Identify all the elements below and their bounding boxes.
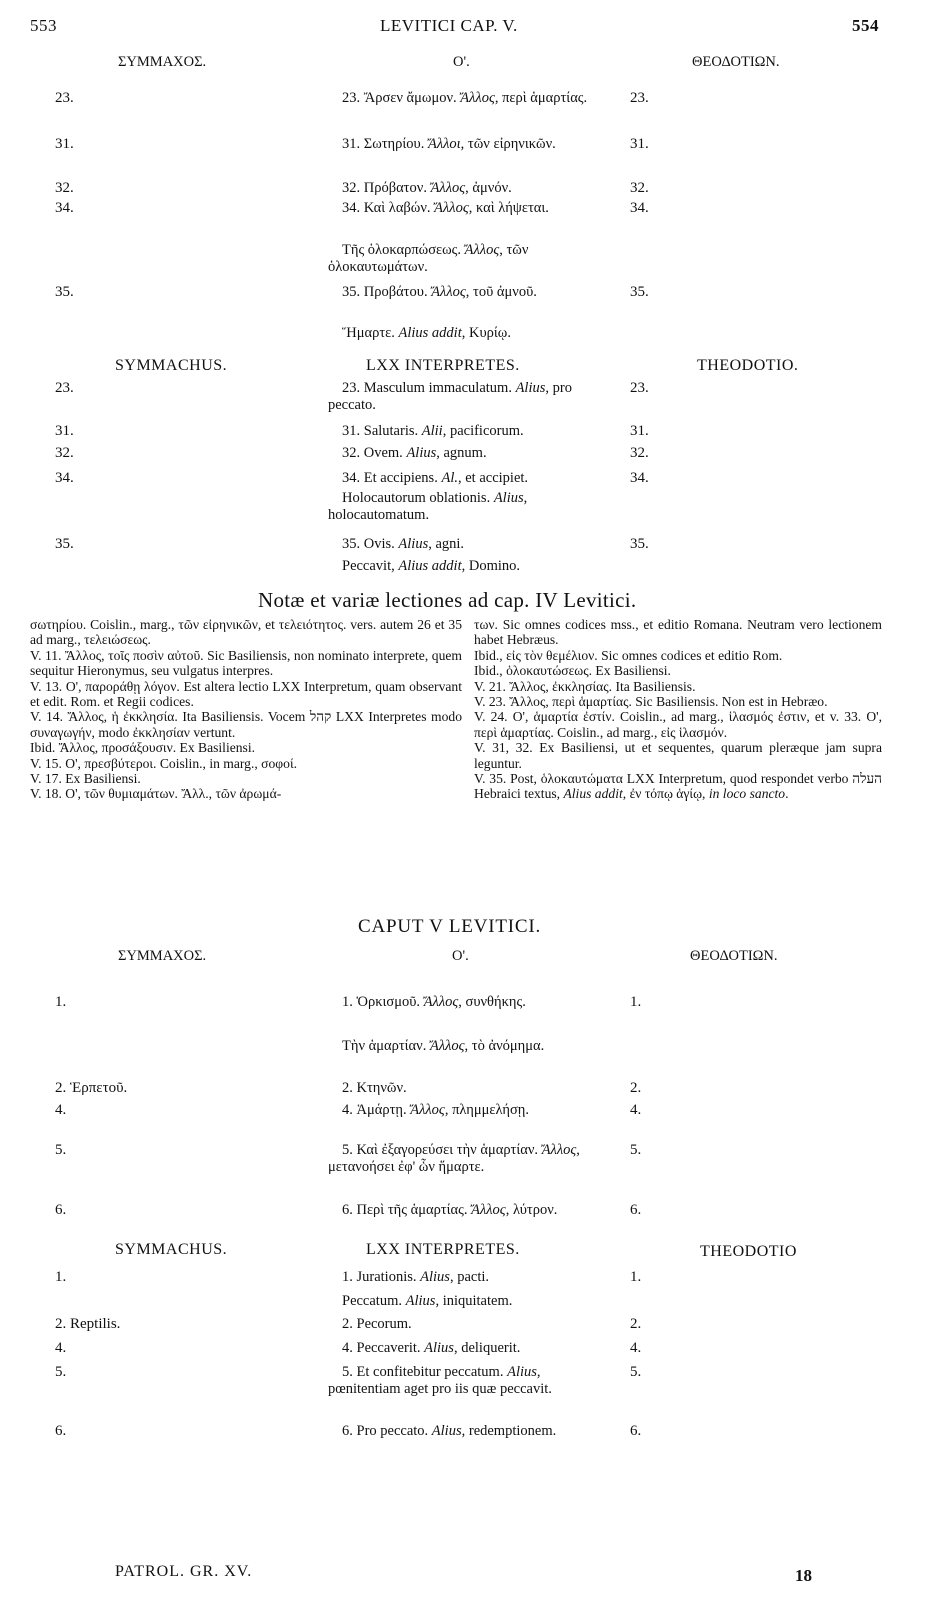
- theodotion-entry: 5.: [630, 1364, 642, 1380]
- symmachus-entry: 6.: [55, 1202, 67, 1218]
- col-head-lxx-latin-2: LXX INTERPRETES.: [366, 1241, 520, 1258]
- lxx-entry: Τὴν ἁμαρτίαν. Ἄλλος, τὸ ἀνόμημα.: [342, 1038, 545, 1054]
- lxx-entry: Peccatum. Alius, iniquitatem.: [342, 1293, 513, 1309]
- lxx-entry: 5. Καὶ ἐξαγορεύσει τὴν ἁμαρτίαν. Ἄλλος, μετανοήσει ἐφ' ὧν ἥμαρτε.: [328, 1142, 580, 1175]
- lxx-entry: 34. Et accipiens. Al., et accipiet.: [342, 470, 529, 486]
- lxx-entry: 32. Ovem. Alius, agnum.: [342, 445, 487, 461]
- lxx-entry: 1. Jurationis. Alius, pacti.: [342, 1269, 490, 1285]
- col-head-lxx-latin: LXX INTERPRETES.: [366, 357, 520, 374]
- theodotion-entry: 34.: [630, 200, 649, 216]
- page-number-left: 553: [30, 16, 57, 35]
- lxx-entry: 31. Σωτηρίου. Ἄλλοι, τῶν εἰρηνικῶν.: [342, 136, 556, 152]
- lxx-entry: Ἥμαρτε. Alius addit, Κυρίῳ.: [342, 325, 511, 341]
- theodotion-entry: 32.: [630, 445, 649, 461]
- theodotion-entry: 4.: [630, 1102, 642, 1118]
- theodotion-entry: 23.: [630, 90, 649, 106]
- symmachus-entry: 31.: [55, 136, 74, 152]
- theodotion-entry: 34.: [630, 470, 649, 486]
- col-head-theodotion-greek-2: ΘΕΟΔΟΤΙΩΝ.: [690, 948, 778, 964]
- notes-column-left: σωτηρίου. Coislin., marg., τῶν εἰρηνικῶν, et τελειότητος. vers. autem 26 et 35 ad marg., τελειώσεως. V. 11. Ἄλλος, τοῖς ποσὶν αὐτοῦ. Sic Basiliensis, non nominato interprete, quem sequitur Hieronymus, seu vulgatus interpres. V. 13. Ο', παροράθῃ λόγον. Est altera lectio LXX Interpretum, quam observant et edit. Rom. et Regii codices. V. 14. Ἄλλος, ἡ ἐκκλησία. Ita Basiliensis. Vocem קהל LXX Interpretes modo συναγωγήν, modo ἐκκλησίαν vertunt. Ibid. Ἄλλος, προσάξουσιν. Ex Basiliensi. V. 15. Ο', πρεσβύτεροι. Coislin., in marg., σοφοί. V. 17. Ex Basiliensi. V. 18. Ο', τῶν θυμιαμάτων. Ἄλλ., τῶν ἀρωμά-: [30, 617, 462, 802]
- symmachus-entry: 5.: [55, 1142, 67, 1158]
- footer-sheet-number: 18: [795, 1566, 812, 1585]
- col-head-theodotion-greek: ΘΕΟΔΟΤΙΩΝ.: [692, 54, 780, 70]
- caput-title: CAPUT V LEVITICI.: [358, 916, 542, 937]
- notes-column-right: των. Sic omnes codices mss., et editio Romana. Neutram vero lectionem habet Hebræus. Ibid., εἰς τὸν θεμέλιον. Sic omnes codices et editio Rom. Ibid., ὁλοκαυτώσεως. Ex Basiliensi. V. 21. Ἄλλος, ἐκκλησίας. Ita Basiliensis. V. 23. Ἄλλος, περὶ ἁμαρτίας. Sic Basiliensis. Non est in Hebræo. V. 24. Ο', ἁμαρτία ἐστίν. Coislin., ad marg., ἱλασμός ἐστιν, et v. 33. Ο', περὶ ἁμαρτίας. Coislin., ad marg., εἰς ἱλασμόν. V. 31, 32. Ex Basiliensi, ut et sequentes, quarum pleræque jam supra leguntur. V. 35. Post, ὁλοκαυτώματα LXX Interpretum, quod respondet verbo העלה Hebraici textus, Alius addit, ἐν τόπῳ ἁγίῳ, in loco sancto.: [474, 617, 882, 802]
- lxx-entry: 4. Ἁμάρτῃ. Ἄλλος, πλημμελήσῃ.: [342, 1102, 530, 1118]
- theodotion-entry: 1.: [630, 994, 642, 1010]
- lxx-entry: 2. Pecorum.: [342, 1316, 412, 1332]
- symmachus-entry: 35.: [55, 536, 74, 552]
- symmachus-entry: 5.: [55, 1364, 67, 1380]
- lxx-entry: 1. Ὁρκισμοῦ. Ἄλλος, συνθήκης.: [342, 994, 526, 1010]
- symmachus-entry: 31.: [55, 423, 74, 439]
- col-head-lxx-greek-2: Ο'.: [452, 948, 469, 964]
- theodotion-entry: 31.: [630, 136, 649, 152]
- symmachus-entry: 23.: [55, 90, 74, 106]
- theodotion-entry: 5.: [630, 1142, 642, 1158]
- theodotion-entry: 1.: [630, 1269, 642, 1285]
- theodotion-entry: 31.: [630, 423, 649, 439]
- lxx-entry: 4. Peccaverit. Alius, deliquerit.: [342, 1340, 521, 1356]
- theodotion-entry: 6.: [630, 1202, 642, 1218]
- symmachus-entry: 1.: [55, 994, 67, 1010]
- symmachus-entry: 23.: [55, 380, 74, 396]
- lxx-entry: Peccavit, Alius addit, Domino.: [342, 558, 521, 574]
- lxx-entry: 31. Salutaris. Alii, pacificorum.: [342, 423, 524, 439]
- symmachus-entry: 32.: [55, 180, 74, 196]
- theodotion-entry: 35.: [630, 284, 649, 300]
- lxx-entry: Τῆς ὁλοκαρπώσεως. Ἄλλος, τῶν ὁλοκαυτωμάτων.: [328, 242, 529, 275]
- symmachus-entry: 34.: [55, 200, 74, 216]
- theodotion-entry: 35.: [630, 536, 649, 552]
- footer-volume: PATROL. GR. XV.: [115, 1563, 253, 1580]
- page-number-right: 554: [852, 16, 879, 35]
- symmachus-entry: 35.: [55, 284, 74, 300]
- lxx-entry: 5. Et confitebitur peccatum. Alius, pœnitentiam aget pro iis quæ peccavit.: [328, 1364, 552, 1397]
- theodotion-entry: 2.: [630, 1316, 642, 1332]
- symmachus-entry: 34.: [55, 470, 74, 486]
- lxx-entry: Holocautorum oblationis. Alius, holocautomatum.: [328, 490, 528, 523]
- col-head-symmachus-greek: ΣΥΜΜΑΧΟΣ.: [118, 54, 207, 70]
- lxx-entry: 2. Κτηνῶν.: [342, 1080, 407, 1096]
- col-head-symmachus-latin-2: SYMMACHUS.: [115, 1241, 228, 1258]
- col-head-lxx-greek: Ο'.: [453, 54, 470, 70]
- col-head-theodotio-latin: THEODOTIO.: [697, 357, 799, 374]
- symmachus-entry: 2. Ἑρπετοῦ.: [55, 1080, 128, 1096]
- lxx-entry: 23. Masculum immaculatum. Alius, pro peccato.: [328, 380, 572, 413]
- col-head-symmachus-latin: SYMMACHUS.: [115, 357, 228, 374]
- theodotion-entry: 32.: [630, 180, 649, 196]
- lxx-entry: 35. Ovis. Alius, agni.: [342, 536, 465, 552]
- symmachus-entry: 32.: [55, 445, 74, 461]
- theodotion-entry: 2.: [630, 1080, 642, 1096]
- theodotion-entry: 23.: [630, 380, 649, 396]
- theodotion-entry: 4.: [630, 1340, 642, 1356]
- symmachus-entry: 1.: [55, 1269, 67, 1285]
- lxx-entry: 23. Ἄρσεν ἄμωμον. Ἄλλος, περὶ ἁμαρτίας.: [342, 90, 588, 106]
- symmachus-entry: 6.: [55, 1423, 67, 1439]
- lxx-entry: 35. Προβάτου. Ἄλλος, τοῦ ἀμνοῦ.: [342, 284, 537, 300]
- lxx-entry: 6. Περὶ τῆς ἁμαρτίας. Ἄλλος, λύτρον.: [342, 1202, 558, 1218]
- notes-title: Notæ et variæ lectiones ad cap. IV Levitici.: [258, 588, 637, 612]
- symmachus-entry: 4.: [55, 1102, 67, 1118]
- symmachus-entry: 2. Reptilis.: [55, 1316, 121, 1332]
- col-head-symmachus-greek-2: ΣΥΜΜΑΧΟΣ.: [118, 948, 207, 964]
- running-title: LEVITICI CAP. V.: [380, 16, 518, 35]
- theodotion-entry: 6.: [630, 1423, 642, 1439]
- symmachus-entry: 4.: [55, 1340, 67, 1356]
- lxx-entry: 6. Pro peccato. Alius, redemptionem.: [342, 1423, 557, 1439]
- lxx-entry: 34. Καὶ λαβών. Ἄλλος, καὶ λήψεται.: [342, 200, 549, 216]
- lxx-entry: 32. Πρόβατον. Ἄλλος, ἀμνόν.: [342, 180, 512, 196]
- col-head-theodotio-latin-2: THEODOTIO: [700, 1243, 797, 1260]
